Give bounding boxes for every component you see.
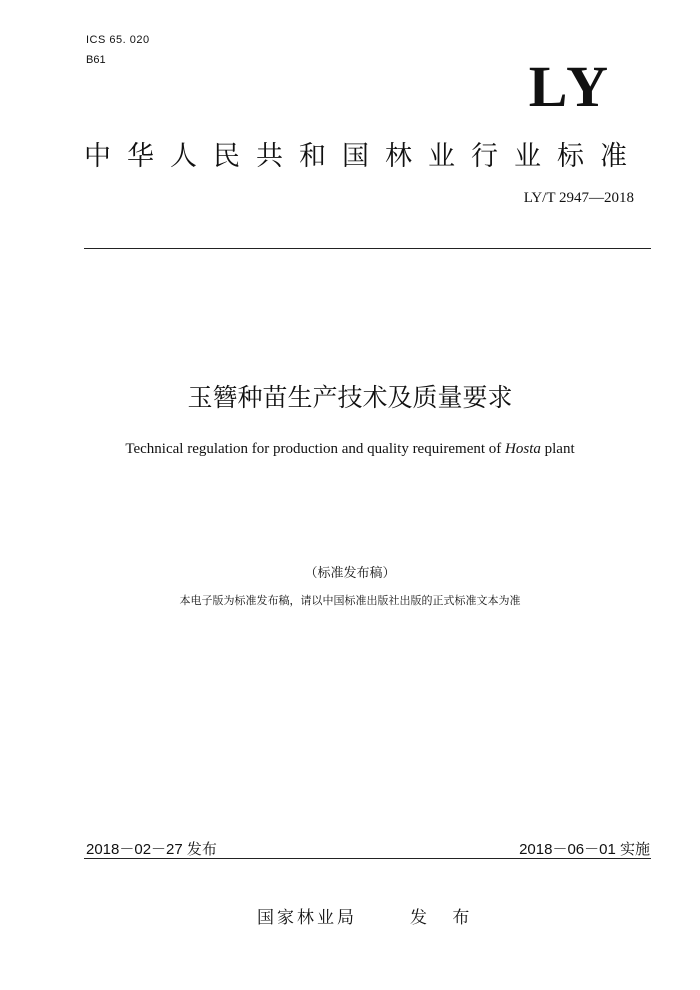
- ly-logo: LY: [528, 54, 612, 119]
- draft-note: 本电子版为标准发布稿，请以中国标准出版社出版的正式标准文本为准: [179, 594, 521, 607]
- top-divider: [84, 248, 651, 249]
- english-title-italic: Hosta: [505, 441, 541, 457]
- standard-number: LY/T 2947—2018: [523, 190, 634, 206]
- chinese-title: 玉簪种苗生产技术及质量要求: [187, 383, 513, 412]
- publisher-name: 国家林业局: [257, 908, 357, 928]
- issue-date: 2018－02－27 发布: [86, 841, 217, 858]
- ccs-code: B61: [86, 54, 106, 66]
- ics-code: ICS 65. 020: [86, 34, 150, 46]
- draft-label: （标准发布稿）: [304, 566, 396, 581]
- english-title-suffix: plant: [540, 441, 575, 457]
- implementation-date: 2018－06－01 实施: [519, 841, 650, 858]
- english-title: [0, 441, 700, 458]
- publisher-verb: 发 布: [410, 908, 480, 928]
- english-title-prefix: Technical regulation for production and quality requirement of: [125, 441, 506, 457]
- bottom-divider: [84, 858, 651, 859]
- standard-type-heading: 中华人民共和国林业行业标准: [84, 141, 643, 172]
